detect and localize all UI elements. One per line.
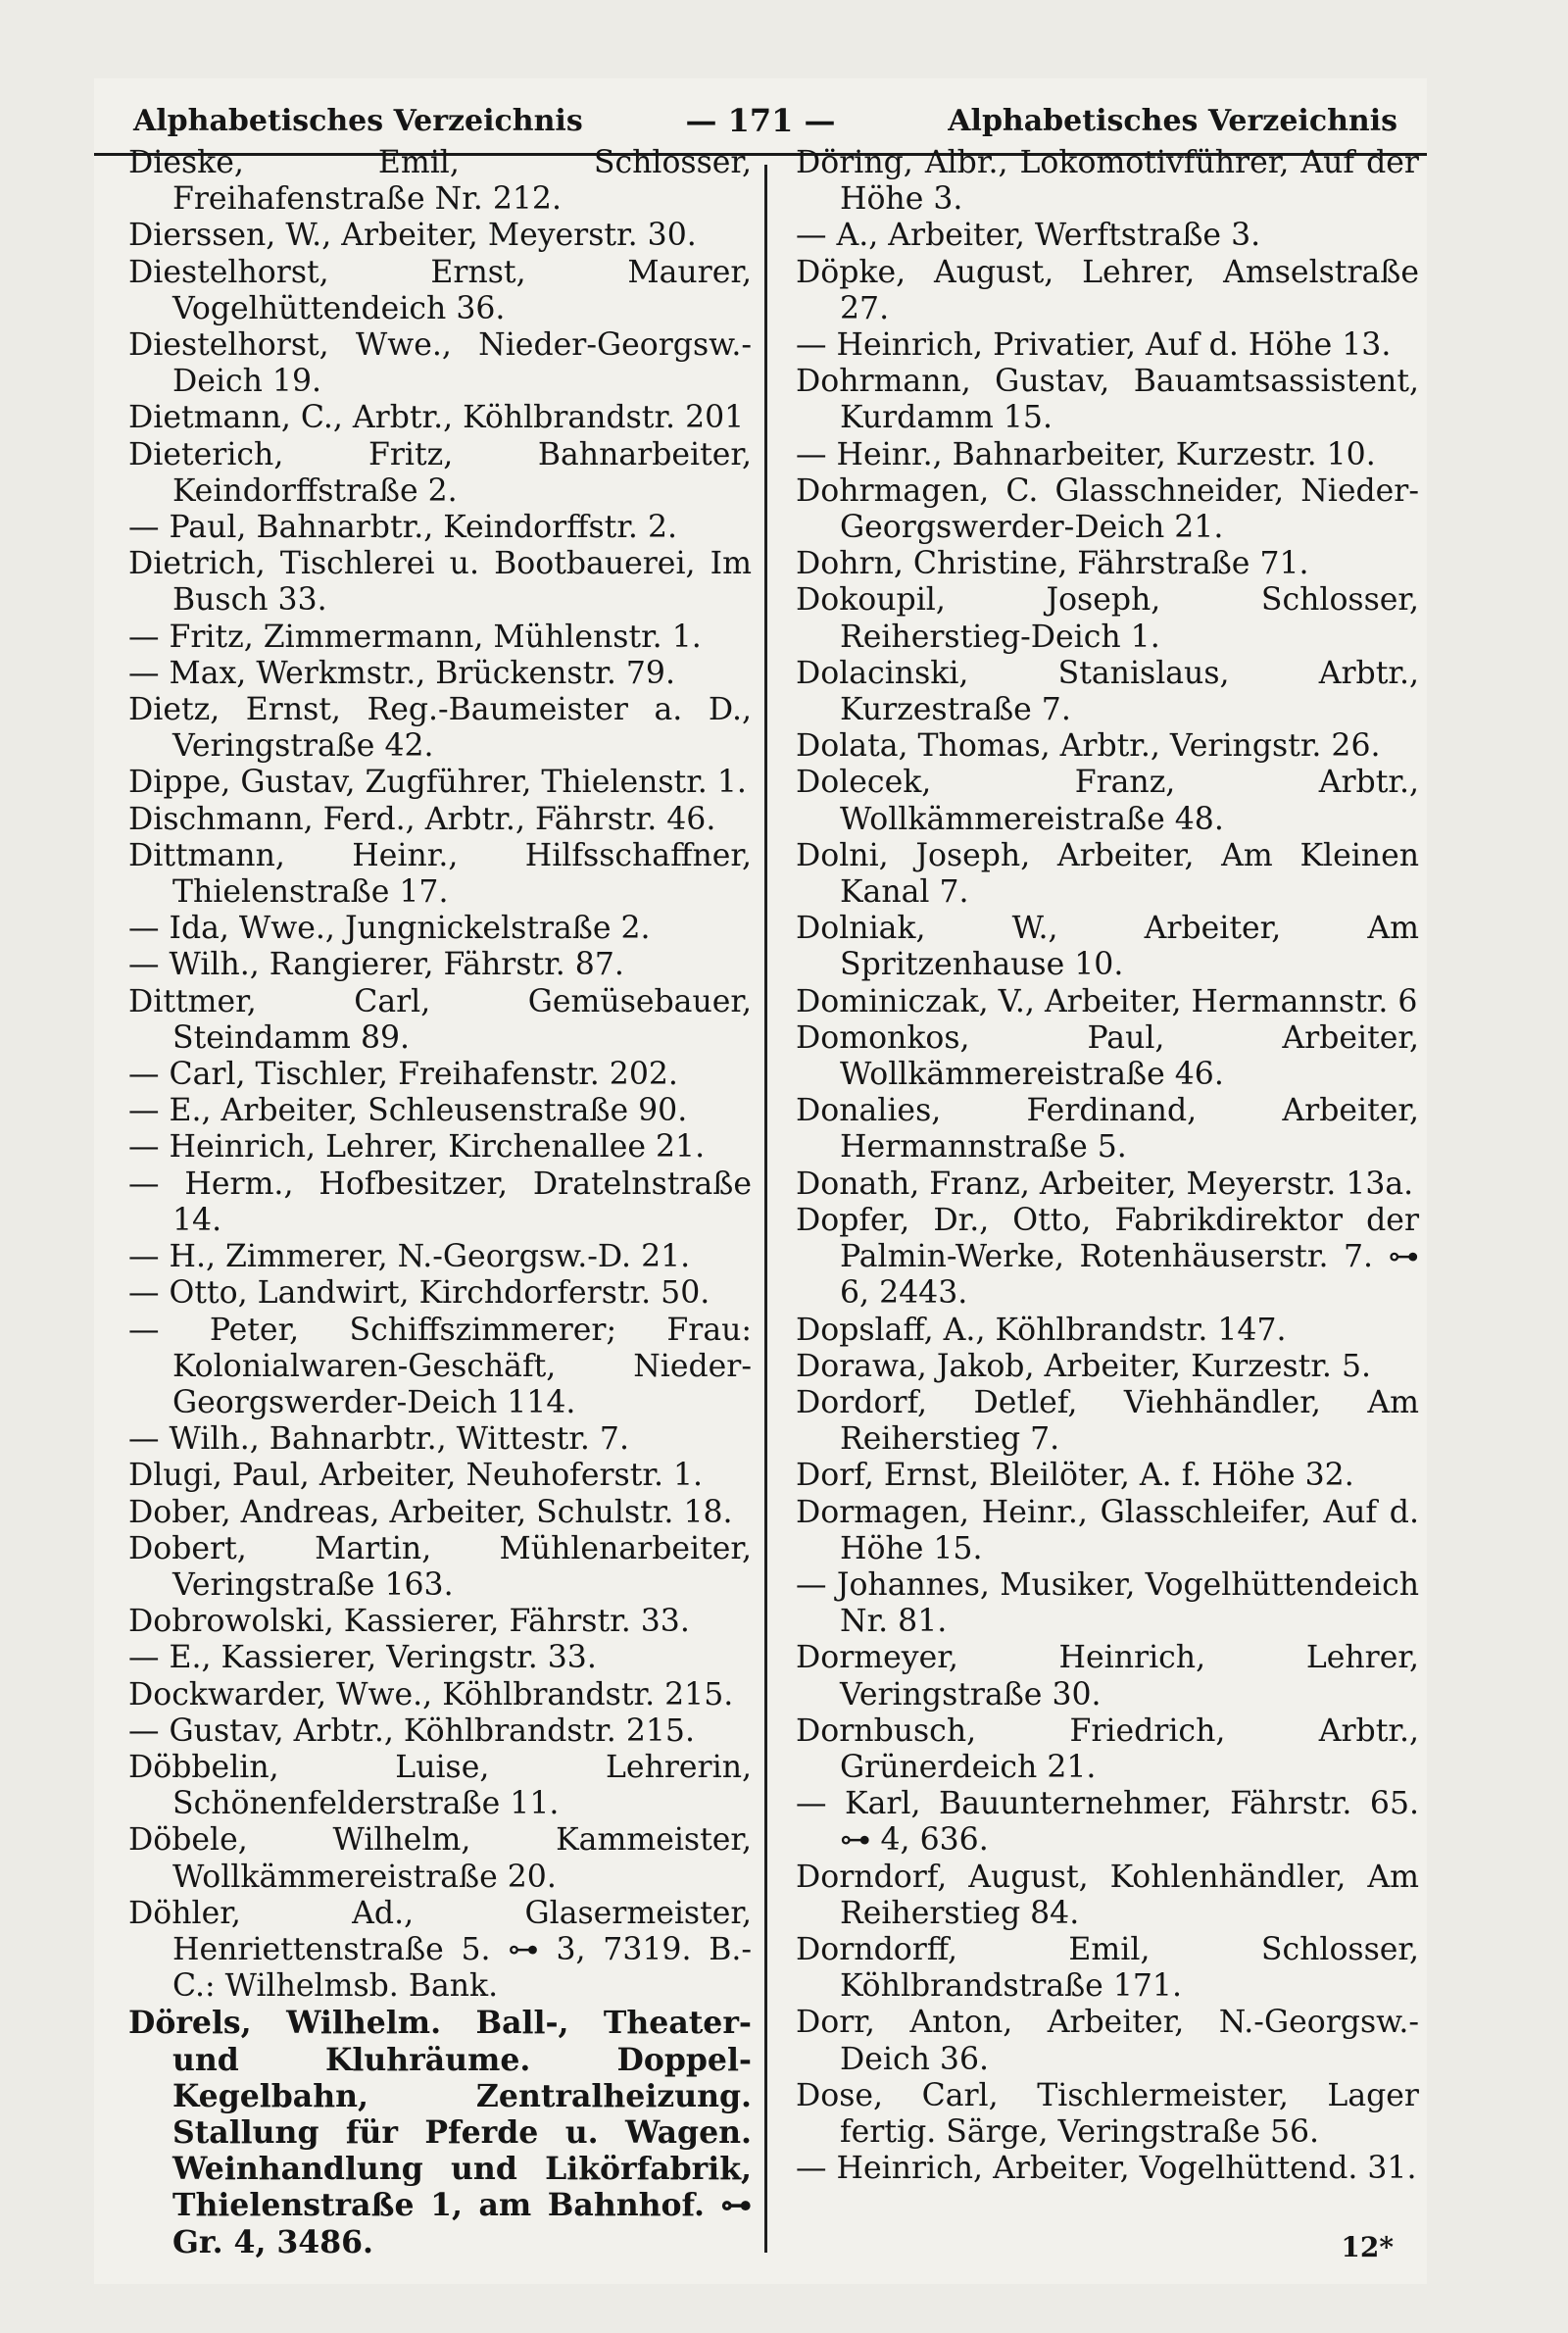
directory-entry: Dose, Carl, Tischlermeister, Lager fertig. Särge, Veringstraße 56. xyxy=(796,2077,1419,2150)
directory-entry: Dolacinski, Stanislaus, Arbtr., Kurzestraße 7. xyxy=(796,655,1419,728)
directory-entry: Diestelhorst, Wwe., Nieder-Georgsw.-Deich 19. xyxy=(128,327,752,400)
directory-entry: — Johannes, Musiker, Vogelhüttendeich Nr. 81. xyxy=(796,1566,1419,1640)
page-number: — 171 — xyxy=(685,102,836,139)
directory-entry: — Wilh., Rangierer, Fährstr. 87. xyxy=(128,947,624,983)
directory-entry: Dopfer, Dr., Otto, Fabrikdirektor der Palmin-Werke, Rotenhäuserstr. 7. ⊶ 6, 2443. xyxy=(796,1202,1419,1312)
directory-entry: Döbbelin, Luise, Lehrerin, Schönenfelderstraße 11. xyxy=(128,1749,752,1822)
directory-entry: — Otto, Landwirt, Kirchdorferstr. 50. xyxy=(128,1275,710,1312)
directory-entry: — Heinrich, Arbeiter, Vogelhüttend. 31. xyxy=(796,2151,1417,2187)
directory-entry: Döhler, Ad., Glasermeister, Henriettenstraße 5. ⊶ 3, 7319. B.-C.: Wilhelmsb. Bank. xyxy=(128,1895,752,2005)
directory-entry: Dornbusch, Friedrich, Arbtr., Grünerdeich 21. xyxy=(796,1713,1419,1785)
directory-entry: — Ida, Wwe., Jungnickelstraße 2. xyxy=(128,911,651,947)
directory-entry: Dippe, Gustav, Zugführer, Thielenstr. 1. xyxy=(128,765,747,801)
directory-entry: Diestelhorst, Ernst, Maurer, Vogelhüttendeich 36. xyxy=(128,254,752,326)
directory-entry: Döpke, August, Lehrer, Amselstraße 27. xyxy=(796,254,1419,326)
directory-entry: — H., Zimmerer, N.-Georgsw.-D. 21. xyxy=(128,1239,691,1275)
directory-entry: Dohrmagen, C. Glasschneider, Nieder-Georgswerder-Deich 21. xyxy=(796,472,1419,546)
directory-entry: Dormeyer, Heinrich, Lehrer, Veringstraße 30. xyxy=(796,1640,1419,1713)
directory-entry: Dominiczak, V., Arbeiter, Hermannstr. 6 xyxy=(796,983,1418,1019)
directory-entry: Dohrmann, Gustav, Bauamtsassistent, Kurdamm 15. xyxy=(796,364,1419,436)
directory-entry: Dolecek, Franz, Arbtr., Wollkämmereistraße 48. xyxy=(796,765,1419,837)
directory-page xyxy=(94,78,1427,2284)
directory-entry: Dittmann, Heinr., Hilfsschaffner, Thielenstraße 17. xyxy=(128,837,752,911)
directory-entry: Dormagen, Heinr., Glasschleifer, Auf d. Höhe 15. xyxy=(796,1494,1419,1566)
directory-entry: Donath, Franz, Arbeiter, Meyerstr. 13a. xyxy=(796,1166,1414,1202)
directory-entry: Dittmer, Carl, Gemüsebauer, Steindamm 89. xyxy=(128,983,752,1056)
directory-entry: — Karl, Bauunternehmer, Fährstr. 65. ⊶ 4, 636. xyxy=(796,1786,1419,1859)
directory-entry: Dobrowolski, Kassierer, Fährstr. 33. xyxy=(128,1604,690,1640)
directory-entry: Dolata, Thomas, Arbtr., Veringstr. 26. xyxy=(796,728,1381,765)
directory-entry: Döring, Albr., Lokomotivführer, Auf der Höhe 3. xyxy=(796,145,1419,218)
directory-entry: Dolni, Joseph, Arbeiter, Am Kleinen Kanal 7. xyxy=(796,837,1419,911)
directory-entry: — E., Arbeiter, Schleusenstraße 90. xyxy=(128,1093,688,1129)
directory-entry: — Peter, Schiffszimmerer; Frau: Kolonialwaren-Geschäft, Nieder-Georgswerder-Deich 114. xyxy=(128,1312,752,1420)
directory-entry: Dober, Andreas, Arbeiter, Schulstr. 18. xyxy=(128,1494,733,1530)
directory-entry: Dischmann, Ferd., Arbtr., Fährstr. 46. xyxy=(128,801,716,837)
directory-entry: Dordorf, Detlef, Viehhändler, Am Reiherstieg 7. xyxy=(796,1384,1419,1458)
directory-entry: — Gustav, Arbtr., Köhlbrandstr. 215. xyxy=(128,1713,695,1749)
directory-entry: — Heinrich, Privatier, Auf d. Höhe 13. xyxy=(796,327,1392,364)
directory-entry: Dierssen, W., Arbeiter, Meyerstr. 30. xyxy=(128,218,697,254)
directory-entry: Dieterich, Fritz, Bahnarbeiter, Keindorffstraße 2. xyxy=(128,436,752,509)
directory-entry: Dobert, Martin, Mühlenarbeiter, Veringstraße 163. xyxy=(128,1530,752,1603)
directory-entry: — Fritz, Zimmermann, Mühlenstr. 1. xyxy=(128,619,702,655)
directory-entry: Döbele, Wilhelm, Kammeister, Wollkämmereistraße 20. xyxy=(128,1822,752,1895)
directory-entry: Dietrich, Tischlerei u. Bootbauerei, Im Busch 33. xyxy=(128,546,752,619)
directory-entry: Dorawa, Jakob, Arbeiter, Kurzestr. 5. xyxy=(796,1348,1372,1384)
directory-entry: — Heinr., Bahnarbeiter, Kurzestr. 10. xyxy=(796,436,1376,472)
directory-entry: — Max, Werkmstr., Brückenstr. 79. xyxy=(128,655,675,691)
directory-entry: — Heinrich, Lehrer, Kirchenallee 21. xyxy=(128,1129,706,1166)
directory-entry: — E., Kassierer, Veringstr. 33. xyxy=(128,1640,597,1676)
directory-entry: — Herm., Hofbesitzer, Dratelnstraße 14. xyxy=(128,1166,752,1238)
directory-entry: Dorndorff, Emil, Schlosser, Köhlbrandstraße 171. xyxy=(796,1931,1419,2005)
left-column xyxy=(128,145,752,2260)
right-column xyxy=(796,145,1419,2187)
directory-entry: Domonkos, Paul, Arbeiter, Wollkämmereistraße 46. xyxy=(796,1019,1419,1093)
directory-entry: Dörels, Wilhelm. Ball-, Theater- und Kluhräume. Doppel-Kegelbahn, Zentralheizung. Stallung für Pferde u. Wagen. Weinhandlung und Likörfabrik, Thielenstraße 1, am Bahnhof. ⊶ Gr. 4, 3486. xyxy=(128,2005,752,2260)
directory-entry: Dietz, Ernst, Reg.-Baumeister a. D., Veringstraße 42. xyxy=(128,692,752,765)
header-left-title: Alphabetisches Verzeichnis xyxy=(133,104,583,138)
directory-entry: Dlugi, Paul, Arbeiter, Neuhoferstr. 1. xyxy=(128,1458,704,1494)
directory-entry: Dieske, Emil, Schlosser, Freihafenstraße Nr. 212. xyxy=(128,145,752,218)
directory-entry: — Wilh., Bahnarbtr., Wittestr. 7. xyxy=(128,1421,629,1458)
directory-entry: Dorf, Ernst, Bleilöter, A. f. Höhe 32. xyxy=(796,1458,1354,1494)
directory-entry: Dorndorf, August, Kohlenhändler, Am Reiherstieg 84. xyxy=(796,1859,1419,1931)
directory-entry: — A., Arbeiter, Werftstraße 3. xyxy=(796,218,1261,254)
directory-entry: Dokoupil, Joseph, Schlosser, Reiherstieg-Deich 1. xyxy=(796,582,1419,655)
directory-entry: Dorr, Anton, Arbeiter, N.-Georgsw.-Deich 36. xyxy=(796,2005,1419,2077)
directory-entry: Dohrn, Christine, Fährstraße 71. xyxy=(796,546,1309,582)
directory-entry: — Paul, Bahnarbtr., Keindorffstr. 2. xyxy=(128,510,678,546)
directory-entry: — Carl, Tischler, Freihafenstr. 202. xyxy=(128,1057,678,1093)
directory-entry: Donalies, Ferdinand, Arbeiter, Hermannstraße 5. xyxy=(796,1093,1419,1166)
signature-mark: 12* xyxy=(1341,2231,1394,2263)
header-right-title: Alphabetisches Verzeichnis xyxy=(948,104,1397,138)
column-divider xyxy=(764,165,767,2253)
directory-entry: Dockwarder, Wwe., Köhlbrandstr. 215. xyxy=(128,1676,734,1713)
directory-entry: Dietmann, C., Arbtr., Köhlbrandstr. 201 xyxy=(128,400,745,436)
directory-entry: Dolniak, W., Arbeiter, Am Spritzenhause 10. xyxy=(796,911,1419,983)
directory-entry: Dopslaff, A., Köhlbrandstr. 147. xyxy=(796,1312,1287,1348)
